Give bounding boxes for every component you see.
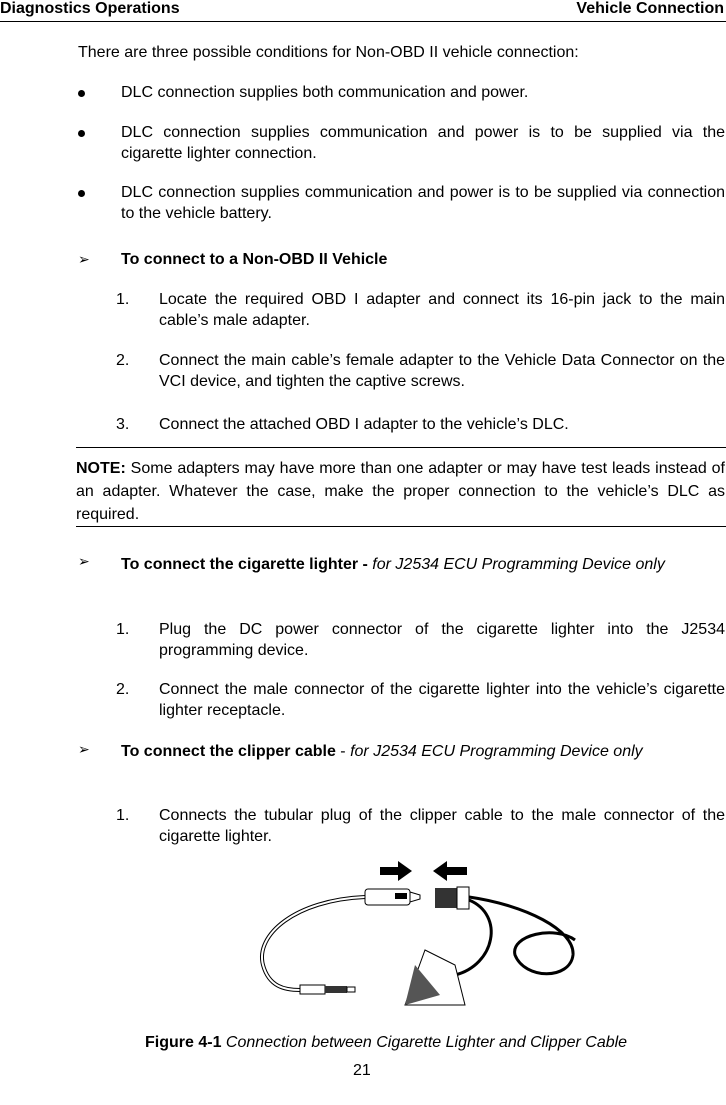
note-text: Some adapters may have more than one adapter or may have test leads instead of an adapter. Whatever the case, make the proper connection to the vehicle’s DLC as required. (76, 460, 725, 523)
separator: - (335, 743, 351, 760)
note-bottom-rule (76, 526, 726, 527)
figure-label: Figure 4-1 (145, 1034, 222, 1051)
arrow-bullet-icon: ➢ (78, 741, 90, 757)
cigarette-lighter-clipper-cable-figure (255, 855, 585, 1010)
step-text: Connects the tubular plug of the clipper cable to the male connector of the cigarette lighter. (159, 807, 725, 845)
step-number: 1. (116, 807, 130, 824)
note-block (76, 457, 725, 526)
arrow-left-icon (433, 861, 467, 881)
section-title: To connect the clipper cable (121, 743, 336, 760)
note-top-rule (76, 447, 726, 448)
header-left: Diagnostics Operations (0, 0, 180, 17)
page-number: 21 (353, 1062, 371, 1079)
section-heading (121, 739, 725, 765)
step-text: Connect the attached OBD I adapter to the vehicle’s DLC. (159, 416, 569, 433)
bullet-icon (78, 130, 85, 137)
header-rule (0, 21, 726, 22)
section-qualifier: for J2534 ECU Programming Device only (372, 556, 665, 573)
bullet-item: DLC connection supplies both communication and power. (121, 84, 529, 101)
step-number: 1. (116, 291, 130, 308)
step-text: Connect the male connector of the cigarette lighter into the vehicle’s cigarette lighter receptacle. (159, 681, 725, 719)
header-right: Vehicle Connection (576, 0, 724, 17)
bullet-item: DLC connection supplies communication and power is to be supplied via the cigarette lighter connection. (121, 124, 725, 162)
figure-caption-text: Connection between Cigarette Lighter and Clipper Cable (225, 1034, 628, 1051)
step-text: Connect the main cable’s female adapter to the Vehicle Data Connector on the VCI device, and tighten the captive screws. (159, 352, 725, 390)
arrow-bullet-icon: ➢ (78, 553, 90, 569)
section-heading: To connect to a Non-OBD II Vehicle (121, 251, 388, 268)
bullet-icon (78, 90, 85, 97)
section-heading (121, 551, 725, 579)
step-text: Plug the DC power connector of the cigarette lighter into the J2534 programming device. (159, 621, 725, 659)
bullet-item: DLC connection supplies communication and power is to be supplied via connection to the vehicle battery. (121, 184, 725, 222)
intro-text: There are three possible conditions for Non-OBD II vehicle connection: (78, 44, 579, 61)
step-number: 2. (116, 681, 130, 698)
step-number: 3. (116, 416, 130, 433)
step-text: Locate the required OBD I adapter and connect its 16-pin jack to the main cable’s male adapter. (159, 291, 725, 329)
figure-caption (145, 1033, 627, 1054)
note-label: NOTE: (76, 460, 126, 477)
bullet-icon (78, 190, 85, 197)
section-title: To connect the cigarette lighter - (121, 556, 373, 573)
step-number: 2. (116, 352, 130, 369)
arrow-right-icon (380, 861, 412, 881)
step-number: 1. (116, 621, 130, 638)
section-qualifier: for J2534 ECU Programming Device only (350, 743, 643, 760)
arrow-bullet-icon: ➢ (78, 251, 90, 267)
